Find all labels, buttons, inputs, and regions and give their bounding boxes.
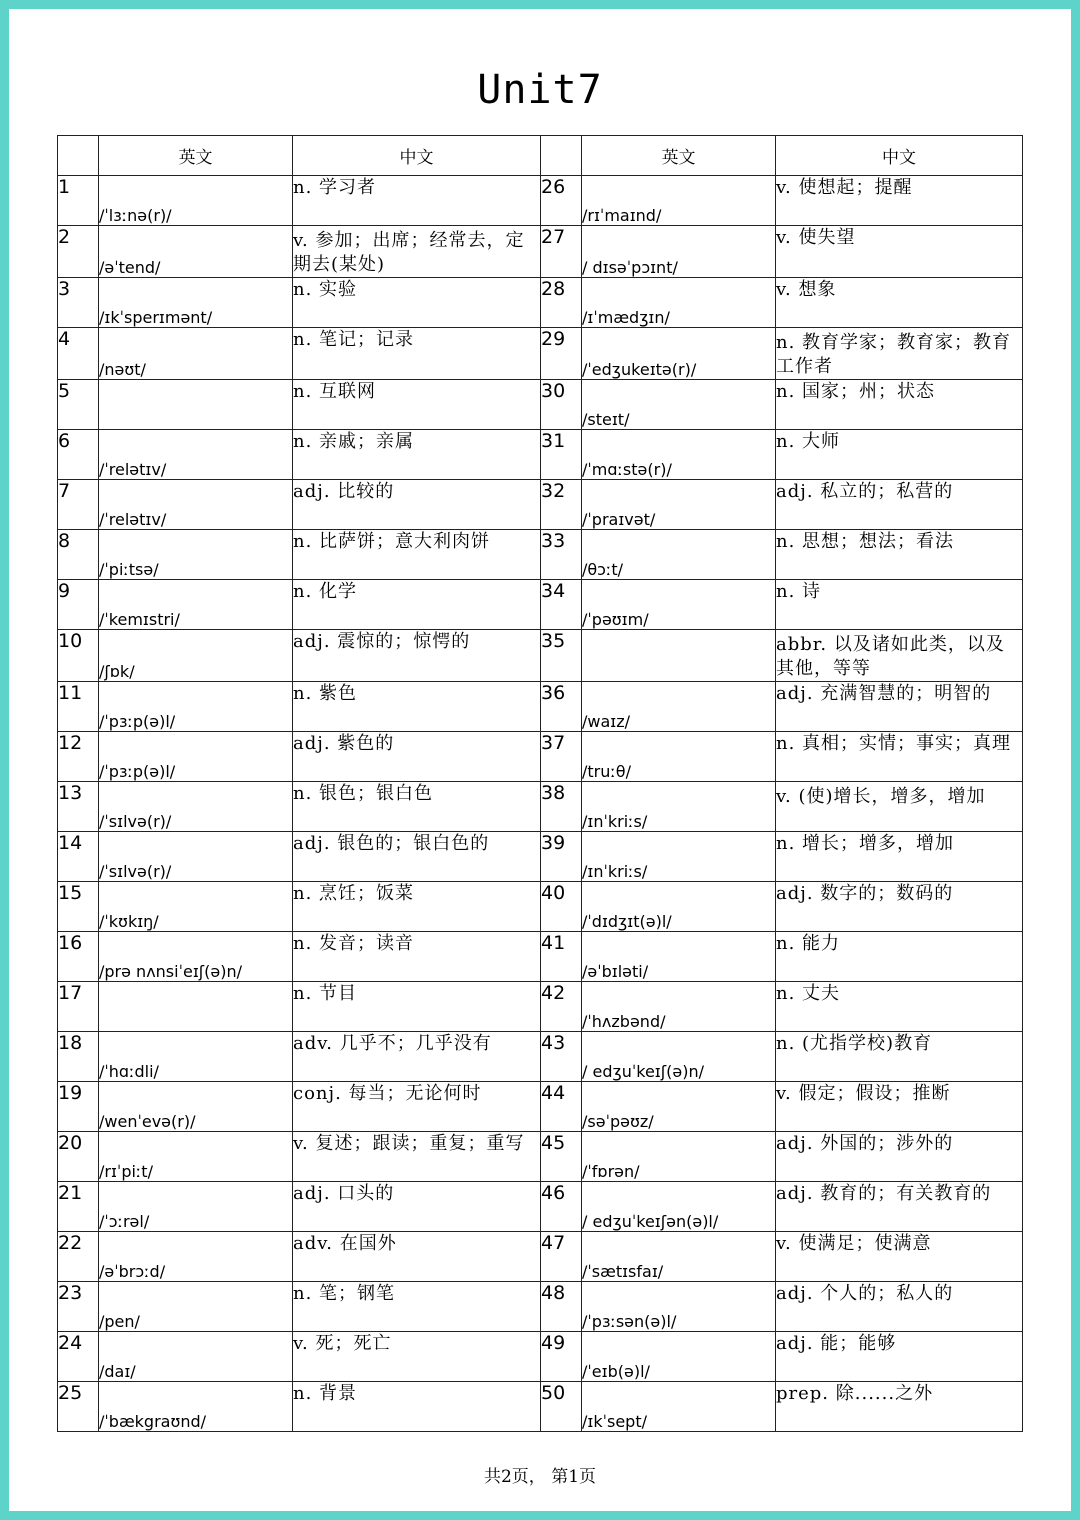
entry-number-right: 49 [541, 1332, 582, 1382]
entry-chinese-right: v. 使想起；提醒 [776, 176, 1023, 226]
entry-number-right: 44 [541, 1082, 582, 1132]
entry-number-right: 26 [541, 176, 582, 226]
entry-phonetic-left: /ˈhɑːdli/ [99, 1032, 293, 1082]
entry-phonetic-right: /ˈeɪb(ə)l/ [582, 1332, 776, 1382]
entry-phonetic-right: /ɪˈmædʒɪn/ [582, 278, 776, 328]
entry-phonetic-right: /waɪz/ [582, 682, 776, 732]
entry-number-left: 8 [58, 530, 99, 580]
entry-chinese-left: n. 化学 [293, 580, 541, 630]
table-row [58, 176, 1023, 226]
entry-phonetic-left: /daɪ/ [99, 1332, 293, 1382]
entry-chinese-left: v. 死；死亡 [293, 1332, 541, 1382]
entry-chinese-right: adj. 个人的；私人的 [776, 1282, 1023, 1332]
entry-chinese-right: adj. 能；能够 [776, 1332, 1023, 1382]
entry-number-right: 41 [541, 932, 582, 982]
entry-number-left: 21 [58, 1182, 99, 1232]
entry-phonetic-left: /ˈsɪlvə(r)/ [99, 832, 293, 882]
entry-number-right: 47 [541, 1232, 582, 1282]
entry-chinese-right: adj. 私立的；私营的 [776, 480, 1023, 530]
entry-chinese-left: n. 紫色 [293, 682, 541, 732]
entry-chinese-left: n. 笔记；记录 [293, 328, 541, 380]
entry-phonetic-left: /ɪkˈsperɪmənt/ [99, 278, 293, 328]
worksheet-page [9, 9, 1071, 1511]
entry-phonetic-right: /steɪt/ [582, 380, 776, 430]
entry-number-left: 25 [58, 1382, 99, 1432]
entry-number-right: 36 [541, 682, 582, 732]
entry-number-left: 3 [58, 278, 99, 328]
entry-chinese-left: conj. 每当；无论何时 [293, 1082, 541, 1132]
header-number-right [541, 136, 582, 176]
entry-chinese-left: adj. 震惊的；惊愕的 [293, 630, 541, 682]
entry-number-right: 30 [541, 380, 582, 430]
entry-phonetic-right: /əˈbɪləti/ [582, 932, 776, 982]
entry-phonetic-left: /əˈbrɔːd/ [99, 1232, 293, 1282]
entry-phonetic-right: /səˈpəʊz/ [582, 1082, 776, 1132]
entry-chinese-right: adj. 外国的；涉外的 [776, 1132, 1023, 1182]
entry-number-left: 20 [58, 1132, 99, 1182]
page-footer: 共2页， 第1页 [483, 1467, 597, 1487]
table-row [58, 1032, 1023, 1082]
entry-phonetic-right: /ˈmɑːstə(r)/ [582, 430, 776, 480]
entry-phonetic-right: /ɪnˈkriːs/ [582, 782, 776, 832]
entry-number-right: 40 [541, 882, 582, 932]
table-row [58, 982, 1023, 1032]
table-row [58, 882, 1023, 932]
table-row [58, 328, 1023, 380]
table-row [58, 1282, 1023, 1332]
table-body [58, 176, 1023, 1432]
entry-number-left: 13 [58, 782, 99, 832]
table-row [58, 932, 1023, 982]
entry-phonetic-right: / dɪsəˈpɔɪnt/ [582, 226, 776, 278]
entry-chinese-right: v. 使满足；使满意 [776, 1232, 1023, 1282]
table-row [58, 430, 1023, 480]
entry-phonetic-left: /ˈpɜːp(ə)l/ [99, 682, 293, 732]
entry-number-left: 11 [58, 682, 99, 732]
entry-phonetic-left: /nəʊt/ [99, 328, 293, 380]
vocabulary-table [57, 135, 1023, 1432]
entry-phonetic-left: /ˈlɜːnə(r)/ [99, 176, 293, 226]
entry-chinese-right: v. (使)增长，增多，增加 [776, 782, 1023, 832]
entry-phonetic-right: /ˈfɒrən/ [582, 1132, 776, 1182]
entry-chinese-left: n. 亲戚；亲属 [293, 430, 541, 480]
entry-number-right: 28 [541, 278, 582, 328]
entry-number-right: 39 [541, 832, 582, 882]
table-row [58, 1132, 1023, 1182]
entry-phonetic-left: /rɪˈpiːt/ [99, 1132, 293, 1182]
entry-number-left: 2 [58, 226, 99, 278]
entry-number-left: 17 [58, 982, 99, 1032]
entry-chinese-right: adj. 数字的；数码的 [776, 882, 1023, 932]
entry-phonetic-right: /ˈdɪdʒɪt(ə)l/ [582, 882, 776, 932]
entry-phonetic-left: /əˈtend/ [99, 226, 293, 278]
entry-chinese-right: n. 国家；州；状态 [776, 380, 1023, 430]
entry-chinese-right: n. 能力 [776, 932, 1023, 982]
entry-phonetic-right: /ˈpɜːsən(ə)l/ [582, 1282, 776, 1332]
entry-number-right: 35 [541, 630, 582, 682]
entry-number-left: 12 [58, 732, 99, 782]
entry-chinese-right: adj. 教育的；有关教育的 [776, 1182, 1023, 1232]
entry-chinese-left: adj. 紫色的 [293, 732, 541, 782]
entry-chinese-right: n. 丈夫 [776, 982, 1023, 1032]
entry-number-left: 14 [58, 832, 99, 882]
entry-number-left: 10 [58, 630, 99, 682]
entry-chinese-right: n. 大师 [776, 430, 1023, 480]
entry-chinese-left: v. 参加；出席；经常去，定期去(某处) [293, 226, 541, 278]
entry-chinese-left: n. 实验 [293, 278, 541, 328]
entry-phonetic-left: /ˈpiːtsə/ [99, 530, 293, 580]
table-row [58, 782, 1023, 832]
table-header-row [58, 136, 1023, 176]
entry-phonetic-left: /ˈbækgraʊnd/ [99, 1382, 293, 1432]
entry-phonetic-left: /ˈrelətɪv/ [99, 480, 293, 530]
table-row [58, 1082, 1023, 1132]
table-row [58, 630, 1023, 682]
entry-number-right: 42 [541, 982, 582, 1032]
entry-phonetic-right: / edʒuˈkeɪʃən(ə)l/ [582, 1182, 776, 1232]
entry-number-left: 15 [58, 882, 99, 932]
header-number-left [58, 136, 99, 176]
entry-chinese-right: n. 增长；增多，增加 [776, 832, 1023, 882]
entry-number-right: 37 [541, 732, 582, 782]
entry-phonetic-left: /ˈɔːrəl/ [99, 1182, 293, 1232]
entry-number-right: 50 [541, 1382, 582, 1432]
entry-phonetic-left: /prə nʌnsiˈeɪʃ(ə)n/ [99, 932, 293, 982]
entry-chinese-left: n. 发音；读音 [293, 932, 541, 982]
entry-chinese-left: n. 笔；钢笔 [293, 1282, 541, 1332]
entry-number-left: 22 [58, 1232, 99, 1282]
entry-chinese-right: n. 真相；实情；事实；真理 [776, 732, 1023, 782]
entry-chinese-left: adv. 几乎不；几乎没有 [293, 1032, 541, 1082]
entry-phonetic-left: /wenˈevə(r)/ [99, 1082, 293, 1132]
entry-chinese-right: v. 假定；假设；推断 [776, 1082, 1023, 1132]
entry-phonetic-right [582, 630, 776, 682]
entry-number-left: 9 [58, 580, 99, 630]
entry-chinese-right: n. 诗 [776, 580, 1023, 630]
entry-chinese-right: v. 想象 [776, 278, 1023, 328]
entry-chinese-left: n. 学习者 [293, 176, 541, 226]
entry-number-left: 7 [58, 480, 99, 530]
entry-phonetic-right: /ɪkˈsept/ [582, 1382, 776, 1432]
entry-chinese-left: n. 背景 [293, 1382, 541, 1432]
table-row [58, 226, 1023, 278]
table-row [58, 832, 1023, 882]
entry-chinese-right: v. 使失望 [776, 226, 1023, 278]
table-row [58, 1232, 1023, 1282]
entry-number-right: 43 [541, 1032, 582, 1082]
header-english-right: 英文 [582, 136, 776, 176]
entry-number-right: 34 [541, 580, 582, 630]
entry-phonetic-right: /ˈedʒukeɪtə(r)/ [582, 328, 776, 380]
entry-number-right: 27 [541, 226, 582, 278]
entry-chinese-left: adj. 比较的 [293, 480, 541, 530]
entry-chinese-left: n. 互联网 [293, 380, 541, 430]
entry-number-left: 16 [58, 932, 99, 982]
entry-chinese-right: n. 思想；想法；看法 [776, 530, 1023, 580]
entry-number-right: 48 [541, 1282, 582, 1332]
entry-phonetic-right: /ɪnˈkriːs/ [582, 832, 776, 882]
entry-number-right: 46 [541, 1182, 582, 1232]
entry-phonetic-right: /ˈhʌzbənd/ [582, 982, 776, 1032]
entry-chinese-left: n. 烹饪；饭菜 [293, 882, 541, 932]
entry-number-right: 45 [541, 1132, 582, 1182]
entry-chinese-right: n. 教育学家；教育家；教育工作者 [776, 328, 1023, 380]
entry-number-left: 5 [58, 380, 99, 430]
entry-chinese-left: adj. 口头的 [293, 1182, 541, 1232]
entry-phonetic-left: /ˈkʊkɪŋ/ [99, 882, 293, 932]
header-english-left: 英文 [99, 136, 293, 176]
entry-phonetic-right: /ˈpəʊɪm/ [582, 580, 776, 630]
table-row [58, 278, 1023, 328]
table-row [58, 682, 1023, 732]
table-row [58, 580, 1023, 630]
entry-phonetic-right: /θɔːt/ [582, 530, 776, 580]
entry-phonetic-right: /truːθ/ [582, 732, 776, 782]
entry-phonetic-right: /ˈsætɪsfaɪ/ [582, 1232, 776, 1282]
page-title: Unit7 [477, 67, 603, 113]
table-row [58, 1182, 1023, 1232]
table-row [58, 380, 1023, 430]
entry-number-left: 24 [58, 1332, 99, 1382]
entry-phonetic-left: /pen/ [99, 1282, 293, 1332]
entry-number-left: 19 [58, 1082, 99, 1132]
entry-phonetic-right: /ˈpraɪvət/ [582, 480, 776, 530]
entry-number-right: 33 [541, 530, 582, 580]
entry-phonetic-left: /ˈrelətɪv/ [99, 430, 293, 480]
entry-number-right: 32 [541, 480, 582, 530]
entry-chinese-left: adj. 银色的；银白色的 [293, 832, 541, 882]
header-chinese-left: 中文 [293, 136, 541, 176]
table-row [58, 732, 1023, 782]
entry-phonetic-left [99, 982, 293, 1032]
entry-chinese-left: n. 节目 [293, 982, 541, 1032]
entry-phonetic-right: / edʒuˈkeɪʃ(ə)n/ [582, 1032, 776, 1082]
entry-number-right: 38 [541, 782, 582, 832]
entry-chinese-right: prep. 除......之外 [776, 1382, 1023, 1432]
entry-chinese-left: n. 银色；银白色 [293, 782, 541, 832]
entry-number-left: 6 [58, 430, 99, 480]
entry-number-left: 4 [58, 328, 99, 380]
entry-phonetic-left: /ˈpɜːp(ə)l/ [99, 732, 293, 782]
entry-chinese-left: n. 比萨饼；意大利肉饼 [293, 530, 541, 580]
entry-number-left: 18 [58, 1032, 99, 1082]
table-row [58, 1332, 1023, 1382]
entry-phonetic-right: /rɪˈmaɪnd/ [582, 176, 776, 226]
entry-number-right: 31 [541, 430, 582, 480]
table-row [58, 480, 1023, 530]
table-row [58, 1382, 1023, 1432]
entry-chinese-left: v. 复述；跟读；重复；重写 [293, 1132, 541, 1182]
table-row [58, 530, 1023, 580]
header-chinese-right: 中文 [776, 136, 1023, 176]
entry-phonetic-left: /ʃɒk/ [99, 630, 293, 682]
entry-phonetic-left [99, 380, 293, 430]
entry-phonetic-left: /ˈkemɪstri/ [99, 580, 293, 630]
entry-chinese-right: abbr. 以及诸如此类，以及其他，等等 [776, 630, 1023, 682]
entry-chinese-left: adv. 在国外 [293, 1232, 541, 1282]
entry-chinese-right: adj. 充满智慧的；明智的 [776, 682, 1023, 732]
entry-number-left: 23 [58, 1282, 99, 1332]
entry-chinese-right: n. (尤指学校)教育 [776, 1032, 1023, 1082]
entry-number-left: 1 [58, 176, 99, 226]
entry-phonetic-left: /ˈsɪlvə(r)/ [99, 782, 293, 832]
entry-number-right: 29 [541, 328, 582, 380]
